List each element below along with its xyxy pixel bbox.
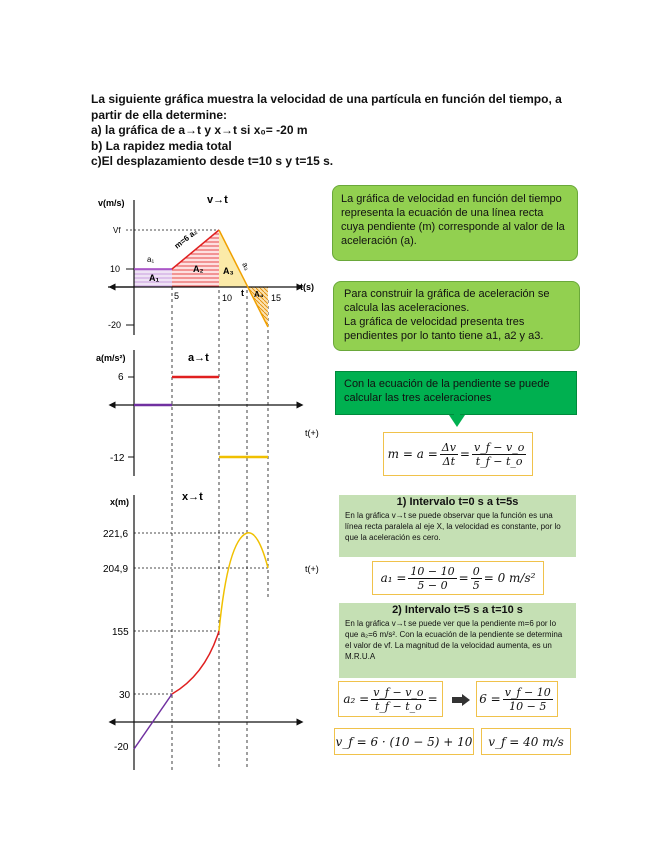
x-tick-30: 30 xyxy=(119,690,131,701)
intro-line-5: c)El desplazamiento desde t=10 s y t=15 s. xyxy=(91,154,334,168)
box1-text: La gráfica de velocidad en función del tiempo representa la ecuación de una línea recta cuya pendiente (m) corresponde al valor de la aceleración (a). xyxy=(341,193,565,247)
v-slope-label: m=6 a₂ xyxy=(172,227,200,251)
position-graph xyxy=(103,491,319,770)
a-xlabel: t(+) xyxy=(305,428,319,438)
v-xlabel: t(s) xyxy=(300,282,314,292)
v-area-A3: A₃ xyxy=(223,266,234,276)
v-tick-m20: -20 xyxy=(108,320,122,330)
velocity-graph xyxy=(98,194,314,335)
v-tick-5: 5 xyxy=(174,291,180,301)
intro-line-4: b) La rapidez media total xyxy=(91,138,232,153)
v-tick-15: 15 xyxy=(271,293,282,303)
interval-2-text: En la gráfica v→t se puede ver que la pendiente m=6 por lo que a₂=6 m/s². Con la ecuación de la pendiente se determina el valor de vf. La magnitud de la velocidad aumenta, es un M.R.U.A xyxy=(345,619,563,661)
x-tick-155: 155 xyxy=(112,627,129,638)
v-title: v→t xyxy=(207,194,228,206)
x-ylabel: x(m) xyxy=(110,497,130,507)
v-tick-10x: 10 xyxy=(222,293,233,303)
box2-line1: Para construir la gráfica de aceleración se calcula las aceleraciones. xyxy=(344,288,550,314)
interval-2-vf-expression: v_f = 6 · (10 − 5) + 10 xyxy=(334,728,474,755)
x-tick-2049: 204,9 xyxy=(103,564,129,575)
a-ylabel: a(m/s²) xyxy=(96,353,126,363)
interval-2-box xyxy=(339,603,576,678)
interval-1-text: En la gráfica v→t se puede observar que la función es una línea recta paralela al eje X, la velocidad es constante, por lo que la aceleración es cero. xyxy=(345,511,561,542)
interval-1-formula: a₁ = $\frac{10 - 10}{5 - 0}$ = $\frac{0}{5}$ = 0 m/s² xyxy=(372,561,544,595)
acceleration-graph xyxy=(96,350,319,476)
v-area-A2: A₂ xyxy=(193,264,204,274)
right-arrow-icon xyxy=(452,693,470,703)
interval-1-box xyxy=(339,495,576,557)
v-tick-10: 10 xyxy=(110,264,121,274)
x-tick-2216: 221,6 xyxy=(103,529,129,540)
intro-line-2: partir de ella determine: xyxy=(91,107,228,122)
x-segment-3 xyxy=(219,533,268,631)
v-a3-label: a₃ xyxy=(240,260,252,272)
x-title: x→t xyxy=(182,491,203,503)
x-tick-m20: -20 xyxy=(114,742,129,753)
a-tick-6: 6 xyxy=(118,372,124,383)
slope-formula: m = a = $\frac{\Delta v}{\Delta t}$ = $\frac{v\_f - v\_o}{t\_f - t\_o}$ xyxy=(383,432,533,476)
a-tick-m12: -12 xyxy=(110,453,125,464)
a-title: a→t xyxy=(188,352,209,364)
v-a1-label: a₁ xyxy=(147,255,155,264)
down-arrow-icon xyxy=(449,415,465,427)
box3-text: Con la ecuación de la pendiente se puede calcular las tres aceleraciones xyxy=(344,378,550,404)
x-xlabel: t(+) xyxy=(305,564,319,574)
interval-2-vf-result: v_f = 40 m/s xyxy=(481,728,571,755)
interval-2-formula-vf: 6 = $\frac{v\_f - 10}{10 - 5}$ xyxy=(476,681,558,717)
interval-2-title: 2) Intervalo t=5 s a t=10 s xyxy=(392,604,523,616)
explanation-box-2 xyxy=(333,281,580,351)
v-area-A4: A₄ xyxy=(254,290,264,299)
interval-2-formula-a2: a₂ = $\frac{v\_f - v\_o}{t\_f - t\_o}$ = xyxy=(338,681,443,717)
intro-line-1: La siguiente gráfica muestra la velocidad de una partícula en función del tiempo, a xyxy=(91,92,562,106)
v-ylabel: v(m/s) xyxy=(98,198,125,208)
v-vf-label: Vf xyxy=(113,226,121,235)
x-segment-2 xyxy=(172,631,219,694)
interval-1-title: 1) Intervalo t=0 s a t=5s xyxy=(396,496,519,508)
v-area-A1: A₁ xyxy=(149,273,160,283)
box2-line2: La gráfica de velocidad presenta tres pendientes por lo tanto tiene a1, a2 y a3. xyxy=(344,316,544,342)
explanation-box-1 xyxy=(332,185,578,261)
intro-line-3: a) la gráfica de a→t y x→t si x₀= -20 m xyxy=(91,123,308,137)
v-t-label: t xyxy=(241,288,244,298)
